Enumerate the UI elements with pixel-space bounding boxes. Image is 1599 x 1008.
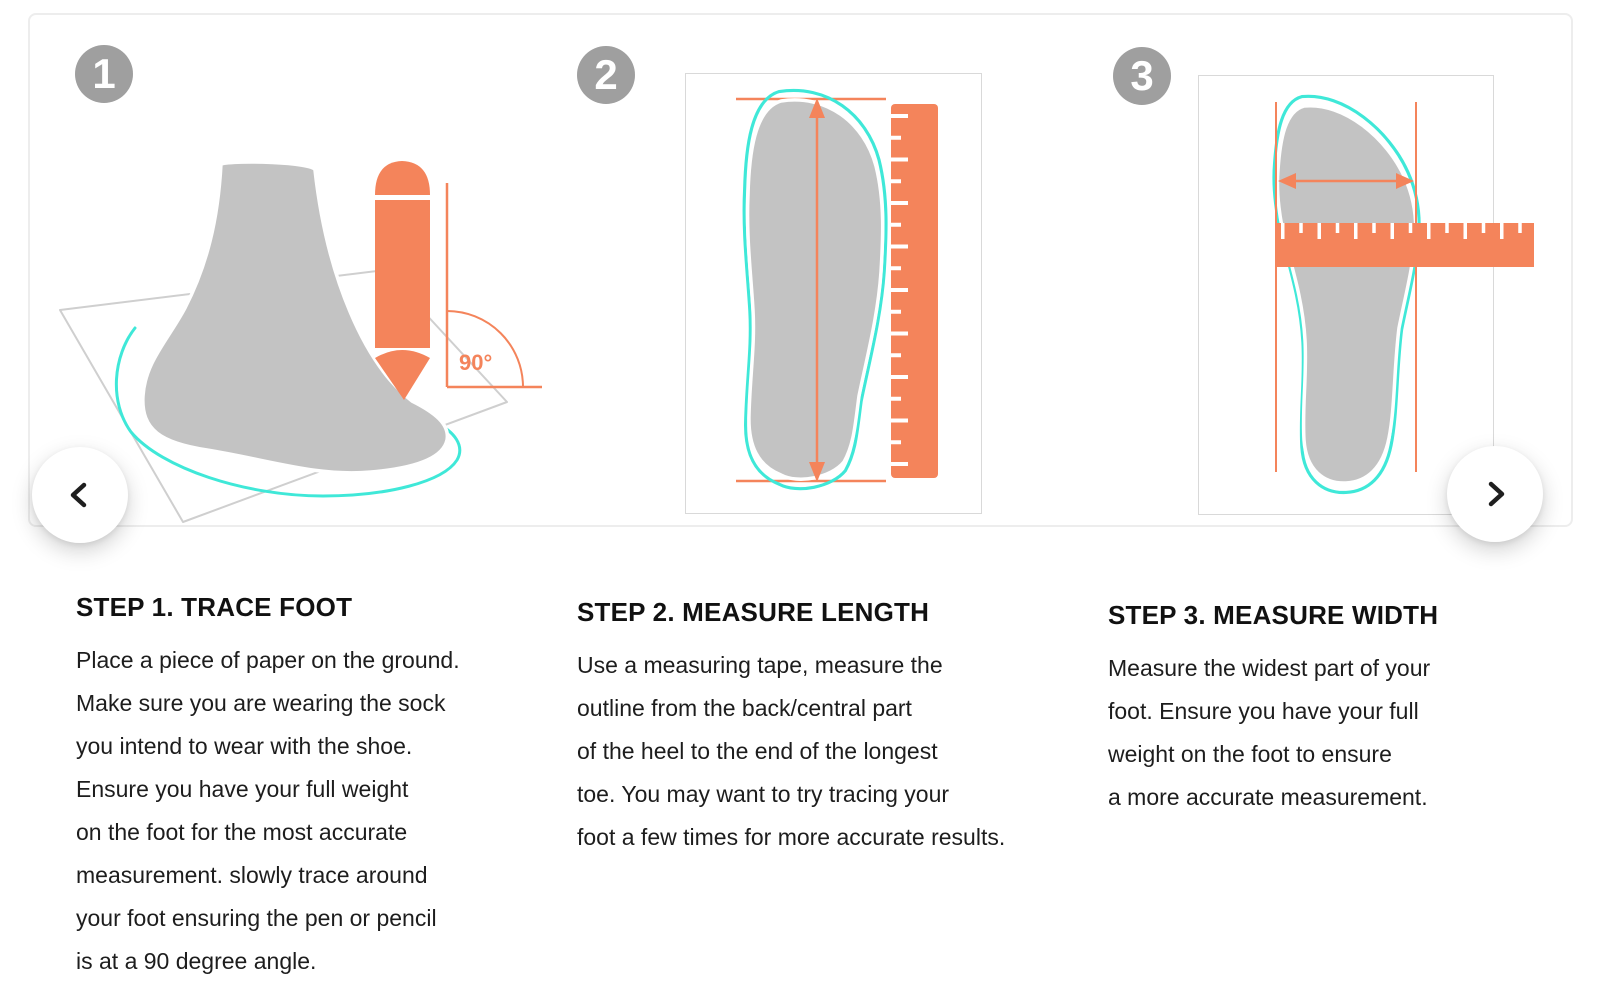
step1-line: Ensure you have your full weight — [76, 776, 409, 802]
chevron-right-icon — [1479, 478, 1511, 510]
step2-title: STEP 2. MEASURE LENGTH — [577, 597, 930, 627]
step1-line: measurement. slowly trace around — [76, 862, 428, 888]
step2-number-badge: 2 — [577, 46, 635, 104]
step3-line: a more accurate measurement. — [1108, 784, 1428, 810]
horizontal-ruler-graphic — [1276, 223, 1534, 267]
step2-line: outline from the back/central part — [577, 695, 912, 721]
step1-line: Make sure you are wearing the sock — [76, 690, 446, 716]
vertical-ruler-graphic — [891, 104, 938, 478]
step3-number-badge: 3 — [1113, 47, 1171, 105]
step2-instructions — [577, 597, 1087, 859]
step2-illustration — [685, 73, 982, 514]
pencil-icon — [375, 161, 430, 400]
step1-illustration — [55, 30, 550, 530]
step1-line: on the foot for the most accurate — [76, 819, 408, 845]
step3-line: foot. Ensure you have your full — [1108, 698, 1419, 724]
step2-line: Use a measuring tape, measure the — [577, 652, 943, 678]
step1-number-badge: 1 — [75, 45, 133, 103]
step1-line: is at a 90 degree angle. — [76, 948, 317, 974]
step3-illustration — [1198, 75, 1494, 515]
step2-line: of the heel to the end of the longest — [577, 738, 938, 764]
carousel-slide-card — [28, 13, 1573, 527]
carousel-next-button[interactable] — [1447, 446, 1543, 542]
right-angle-graphic — [447, 183, 542, 387]
step3-line: weight on the foot to ensure — [1108, 741, 1392, 767]
step1-instructions — [76, 592, 536, 983]
step3-instructions — [1108, 600, 1508, 819]
step1-title: STEP 1. TRACE FOOT — [76, 592, 353, 622]
step1-line: your foot ensuring the pen or pencil — [76, 905, 437, 931]
angle-label: 90° — [459, 350, 493, 375]
step1-line: you intend to wear with the shoe. — [76, 733, 413, 759]
chevron-left-icon — [64, 479, 96, 511]
footprint-graphic — [748, 100, 883, 479]
step3-title: STEP 3. MEASURE WIDTH — [1108, 600, 1439, 630]
step3-line: Measure the widest part of your — [1108, 655, 1431, 681]
step2-line: toe. You may want to try tracing your — [577, 781, 950, 807]
step2-line: foot a few times for more accurate results. — [577, 824, 1006, 850]
step1-line: Place a piece of paper on the ground. — [76, 647, 460, 673]
carousel-prev-button[interactable] — [32, 447, 128, 543]
